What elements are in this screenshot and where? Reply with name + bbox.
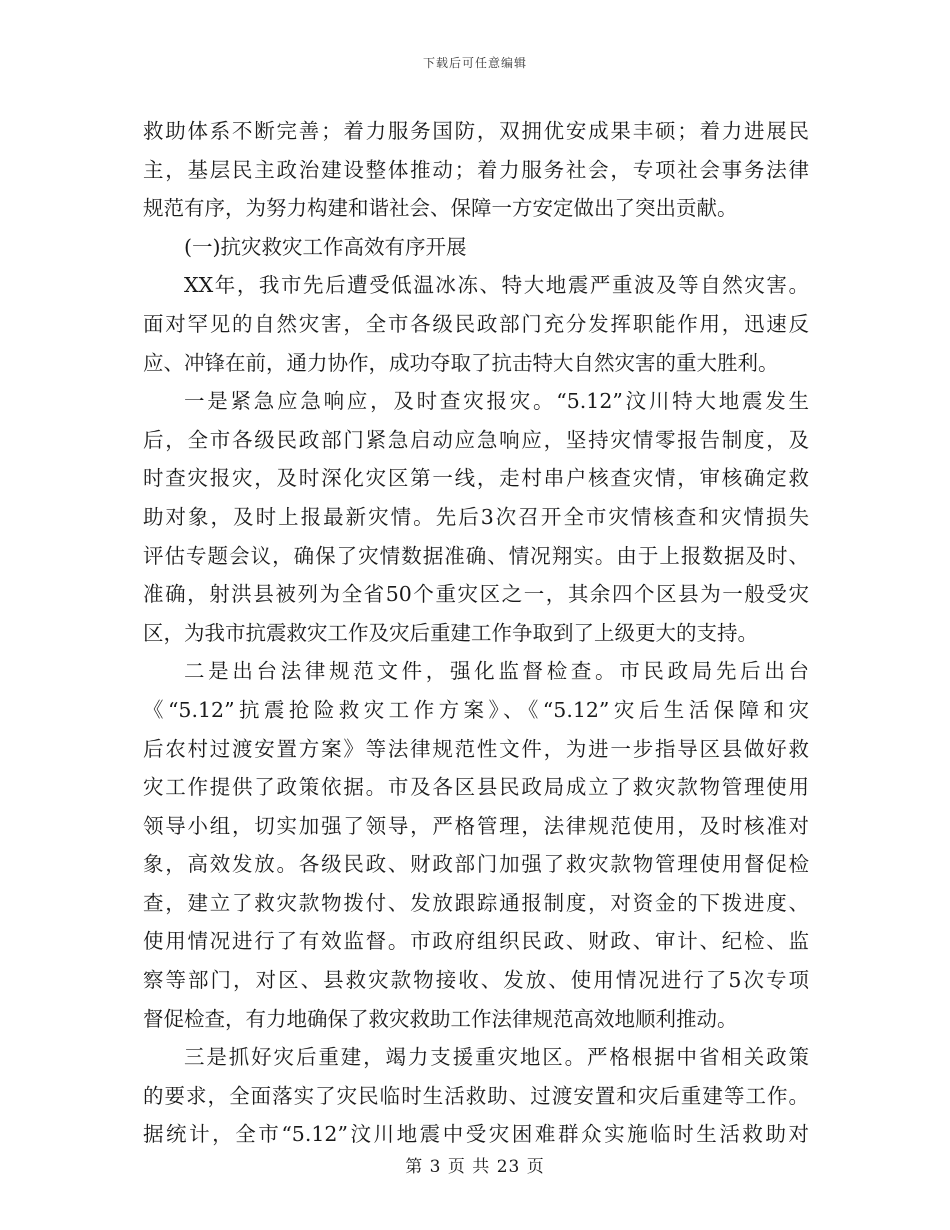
text-line: 三是抓好灾后重建，竭力支援重灾地区。严格根据中省相关政策	[184, 1045, 809, 1070]
text-line: 助对象，及时上报最新灾情。先后3次召开全市灾情核查和灾情损失	[143, 504, 809, 529]
text-line: 一是紧急应急响应，及时查灾报灾。“5.12”汶川特大地震发生	[184, 389, 809, 414]
text-line: XX年，我市先后遭受低温冰冻、特大地震严重波及等自然灾害。	[184, 273, 809, 298]
page-number-footer: 第 3 页 共 23 页	[405, 1157, 545, 1177]
text-line: 规范有序，为努力构建和谐社会、保障一方安定做出了突出贡献。	[143, 196, 738, 221]
text-line: 的要求，全面落实了灾民临时生活救助、过渡安置和灾后重建等工作。	[143, 1083, 809, 1108]
text-line: 评估专题会议，确保了灾情数据准确、情况翔实。由于上报数据及时、	[143, 543, 809, 568]
text-line: 应、冲锋在前，通力协作，成功夺取了抗击特大自然灾害的重大胜利。	[143, 350, 779, 375]
text-line: 时查灾报灾，及时深化灾区第一线，走村串户核查灾情，审核确定救	[143, 466, 809, 491]
text-line: 主，基层民主政治建设整体推动；着力服务社会，专项社会事务法律	[143, 157, 809, 182]
text-line: 救助体系不断完善；着力服务国防，双拥优安成果丰硕；着力进展民	[143, 119, 809, 143]
document-body	[143, 112, 809, 1154]
page-header: 下载后可任意编辑	[422, 56, 527, 70]
text-line: 面对罕见的自然灾害，全市各级民政部门充分发挥职能作用，迅速反	[143, 311, 809, 336]
text-line: 使用情况进行了有效监督。市政府组织民政、财政、审计、纪检、监	[143, 929, 809, 954]
text-line: 象，高效发放。各级民政、财政部门加强了救灾款物管理使用督促检	[143, 852, 809, 877]
text-line: 察等部门，对区、县救灾款物接收、发放、使用情况进行了5次专项	[143, 968, 809, 993]
text-line: 区，为我市抗震救灾工作及灾后重建工作争取到了上级更大的支持。	[143, 620, 758, 645]
text-line: 督促检查，有力地确保了救灾救助工作法律规范高效地顺利推动。	[143, 1006, 738, 1031]
text-line: 据统计，全市“5.12”汶川地震中受灾困难群众实施临时生活救助对	[143, 1122, 809, 1147]
text-line: 查，建立了救灾款物拨付、发放跟踪通报制度，对资金的下拨进度、	[143, 890, 809, 915]
text-line: 灾工作提供了政策依据。市及各区县民政局成立了救灾款物管理使用	[143, 775, 809, 800]
text-line: 后农村过渡安置方案》等法律规范性文件，为进一步指导区县做好救	[143, 736, 809, 761]
text-line: 领导小组，切实加强了领导，严格管理，法律规范使用，及时核准对	[143, 813, 809, 838]
text-line: 后，全市各级民政部门紧急启动应急响应，坚持灾情零报告制度，及	[143, 427, 809, 452]
text-line: (一)抗灾救灾工作高效有序开展	[184, 234, 467, 259]
text-line: 《“5.12”抗震抢险救灾工作方案》、《“5.12”灾后生活保障和灾	[143, 697, 809, 722]
text-line: 二是出台法律规范文件，强化监督检查。市民政局先后出台	[184, 659, 809, 684]
text-line: 准确，射洪县被列为全省50个重灾区之一，其余四个区县为一般受灾	[143, 582, 809, 607]
